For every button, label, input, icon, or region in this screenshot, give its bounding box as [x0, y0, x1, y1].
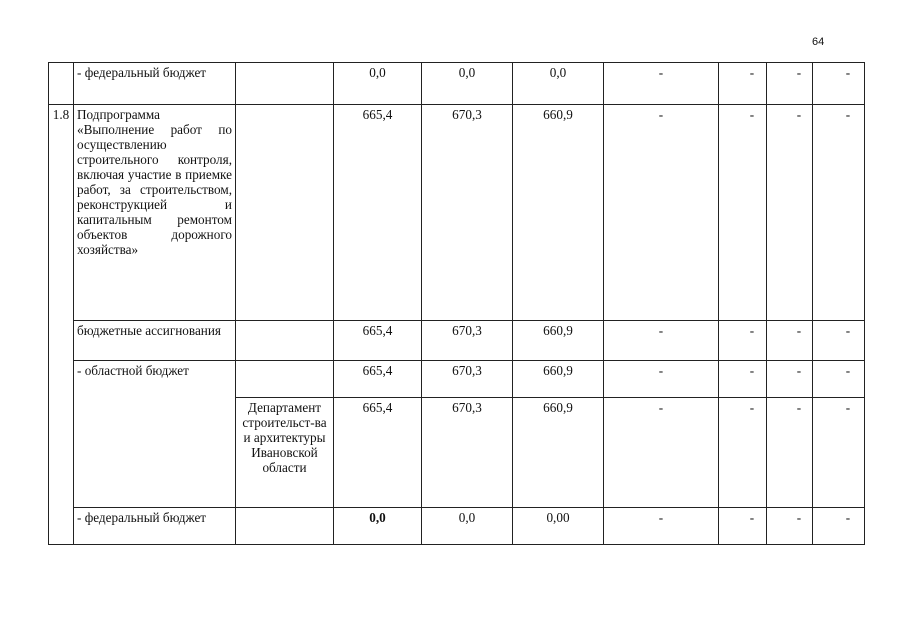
value-dash-2: -: [719, 508, 767, 545]
value-year-3: 660,9: [513, 398, 604, 508]
row-executor: [236, 361, 334, 398]
value-year-2: 0,0: [422, 63, 513, 105]
value-year-1: 0,0: [334, 63, 422, 105]
value-year-2: 670,3: [422, 105, 513, 321]
row-name: - федеральный бюджет: [74, 63, 236, 105]
value-dash-4: -: [813, 63, 865, 105]
value-year-1: 665,4: [334, 321, 422, 361]
value-dash-3: -: [767, 63, 813, 105]
table-row: [49, 508, 865, 545]
table-row: [49, 321, 865, 361]
row-executor: [236, 105, 334, 321]
value-dash-2: -: [719, 321, 767, 361]
value-dash-2: -: [719, 361, 767, 398]
budget-table: [48, 62, 865, 545]
row-name: - федеральный бюджет: [74, 508, 236, 545]
value-year-2: 670,3: [422, 398, 513, 508]
value-dash-4: -: [813, 398, 865, 508]
value-year-1: 665,4: [334, 361, 422, 398]
row-executor: [236, 508, 334, 545]
value-year-3: 660,9: [513, 361, 604, 398]
row-executor: [236, 63, 334, 105]
value-year-3: 0,0: [513, 63, 604, 105]
table-row: [49, 105, 865, 321]
row-number: 1.8: [49, 105, 74, 545]
row-executor: [236, 321, 334, 361]
value-dash-1: -: [604, 63, 719, 105]
value-dash-3: -: [767, 321, 813, 361]
value-dash-3: -: [767, 508, 813, 545]
table-row: [49, 361, 865, 398]
page-number: 64: [812, 36, 825, 48]
value-year-3: 660,9: [513, 321, 604, 361]
value-dash-4: -: [813, 508, 865, 545]
row-name: бюджетные ассигнования: [74, 321, 236, 361]
value-year-2: 670,3: [422, 321, 513, 361]
value-year-1: 0,0: [334, 508, 422, 545]
value-dash-3: -: [767, 105, 813, 321]
value-dash-2: -: [719, 398, 767, 508]
value-dash-1: -: [604, 508, 719, 545]
row-number: [49, 63, 74, 105]
row-name: Подпрограмма «Выполнение работ по осуществлению строительного контроля, включая участие в приемке работ, за строительством, реконструкцией и капитальным ремонтом объектов дорожного хозяйства»: [74, 105, 236, 321]
row-executor: Департамент строительст-ва и архитектуры Ивановской области: [236, 398, 334, 508]
value-dash-1: -: [604, 398, 719, 508]
value-year-2: 670,3: [422, 361, 513, 398]
value-year-2: 0,0: [422, 508, 513, 545]
value-year-1: 665,4: [334, 398, 422, 508]
value-year-1: 665,4: [334, 105, 422, 321]
value-dash-1: -: [604, 361, 719, 398]
value-dash-4: -: [813, 321, 865, 361]
value-dash-4: -: [813, 105, 865, 321]
row-name: - областной бюджет: [74, 361, 236, 508]
value-dash-1: -: [604, 105, 719, 321]
value-dash-2: -: [719, 63, 767, 105]
value-year-3: 660,9: [513, 105, 604, 321]
value-dash-4: -: [813, 361, 865, 398]
value-year-3: 0,00: [513, 508, 604, 545]
value-dash-1: -: [604, 321, 719, 361]
table-row: [49, 63, 865, 105]
value-dash-3: -: [767, 361, 813, 398]
value-dash-3: -: [767, 398, 813, 508]
value-dash-2: -: [719, 105, 767, 321]
